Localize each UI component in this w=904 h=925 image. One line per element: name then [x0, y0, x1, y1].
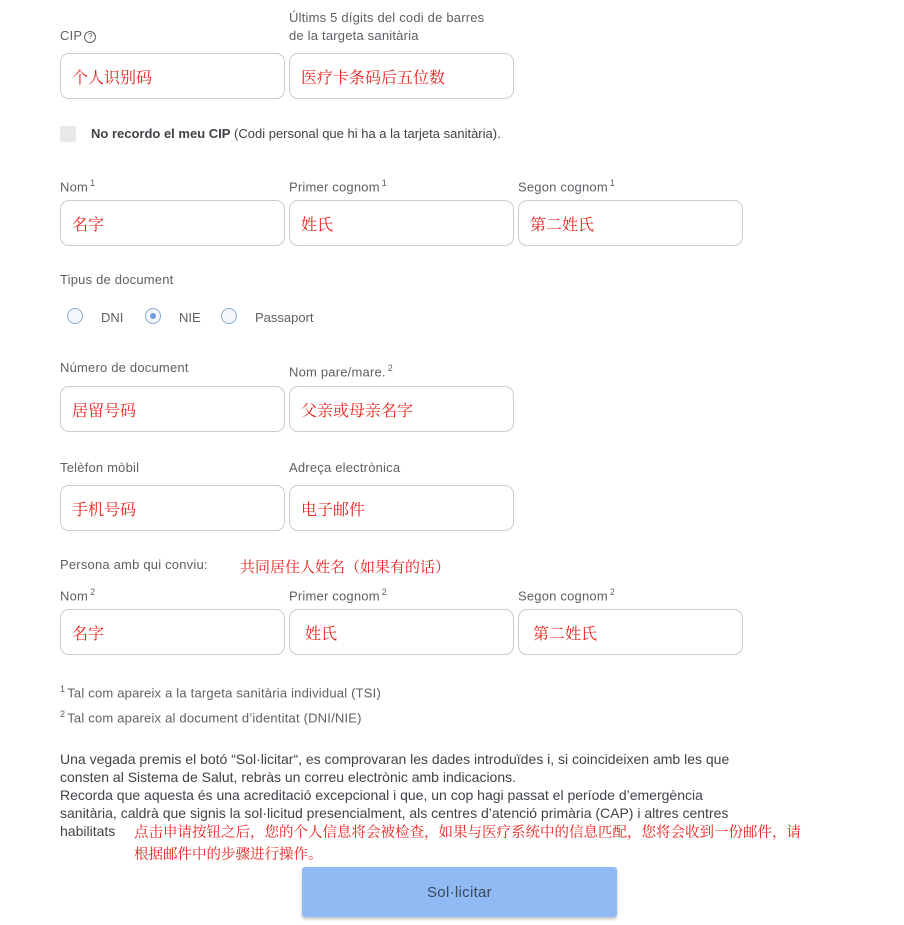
cohabitant-segon-cognom-input[interactable]: [518, 609, 743, 655]
segon-cognom-value: 第二姓氏: [530, 214, 595, 234]
doc-number-input[interactable]: [60, 386, 285, 432]
radio-dni-label: DNI: [101, 310, 124, 325]
parent-input[interactable]: [289, 386, 514, 432]
segon-cognom-label: Segon cognom $^1$: [518, 178, 616, 195]
nom-input[interactable]: [60, 200, 285, 246]
cip-input-value: 个人识别码: [72, 67, 153, 87]
parent-label: Nom pare/mare. $^2$: [289, 363, 393, 380]
help-icon[interactable]: ?: [84, 31, 96, 43]
radio-passaport[interactable]: [221, 308, 237, 324]
cohabitant-segon-cognom-label: Segon cognom $^2$: [518, 587, 616, 604]
radio-nie-label: NIE: [179, 310, 201, 325]
primer-cognom-label: Primer cognom $^1$: [289, 178, 387, 195]
cohabitant-annotation: 共同居住人姓名（如果有的话）: [240, 558, 451, 576]
nom-input-value: 名字: [72, 214, 105, 234]
barcode-input-value: 医疗卡条码后五位数: [301, 67, 446, 87]
radio-nie[interactable]: [145, 308, 161, 324]
phone-label: Telèfon mòbil: [60, 460, 140, 475]
footnote-1: $^1$ Tal com apareix a la targeta sanitària individual (TSI): [60, 684, 381, 701]
submit-button[interactable]: Sol·licitar: [302, 867, 617, 917]
cohabitant-primer-cognom-label: Primer cognom $^2$: [289, 587, 387, 604]
cohabitant-nom-input[interactable]: [60, 609, 285, 655]
cohabitant-primer-cognom-value: 姓氏: [305, 623, 338, 643]
barcode-input[interactable]: [289, 53, 514, 99]
parent-input-value: 父亲或母亲名字: [301, 400, 414, 420]
email-label: Adreça electrònica: [289, 460, 401, 475]
cohabitant-label: Persona amb qui conviu:: [60, 557, 208, 572]
doc-number-value: 居留号码: [72, 400, 137, 420]
doc-type-label: Tipus de document: [60, 272, 174, 287]
cohabitant-nom-label: Nom $^2$: [60, 587, 96, 604]
radio-dni[interactable]: [67, 308, 83, 324]
nom-label: Nom $^1$: [60, 178, 96, 195]
no-recordo-text: No recordo el meu CIP (Codi personal que hi ha a la tarjeta sanitària).: [91, 126, 501, 141]
primer-cognom-input[interactable]: [289, 200, 514, 246]
cohabitant-nom-value: 名字: [72, 623, 105, 643]
cip-label: CIP ?: [60, 27, 96, 45]
email-input-value: 电子邮件: [301, 499, 366, 519]
info-paragraph: Una vegada premis el botó “Sol·licitar“, es comprovaran les dades introduïdes i, si coincideixen amb les que consten al Sistema de Salut, rebràs un correu electrònic amb indicacions. Recorda que aquesta és una acreditació excepcional i que, un cop hagi passat el període d’emergència sanitària, caldrà que signis la sol·licitud presencialment, als centres d’atenció primària (CAP) i altres centres habilitats: [60, 751, 730, 839]
email-input[interactable]: [289, 485, 514, 531]
primer-cognom-value: 姓氏: [301, 214, 334, 234]
segon-cognom-input[interactable]: [518, 200, 743, 246]
doc-number-label: Número de document: [60, 360, 189, 375]
radio-passaport-label: Passaport: [255, 310, 314, 325]
cip-input[interactable]: [60, 53, 285, 99]
phone-input[interactable]: [60, 485, 285, 531]
cohabitant-primer-cognom-input[interactable]: [289, 609, 514, 655]
footnote-2: $^2$ Tal com apareix al document d’identitat (DNI/NIE): [60, 709, 362, 726]
info-annotation: 点击申请按钮之后，您的个人信息将会被检查，如果与医疗系统中的信息匹配，您将会收到一份邮件，请 根据邮件中的步骤进行操作。: [134, 825, 801, 863]
phone-input-value: 手机号码: [72, 499, 137, 519]
barcode-label: Últims 5 dígits del codi de barres de la targeta sanitària: [289, 10, 485, 43]
no-recordo-checkbox[interactable]: [60, 126, 76, 142]
cohabitant-segon-cognom-value: 第二姓氏: [533, 623, 598, 643]
